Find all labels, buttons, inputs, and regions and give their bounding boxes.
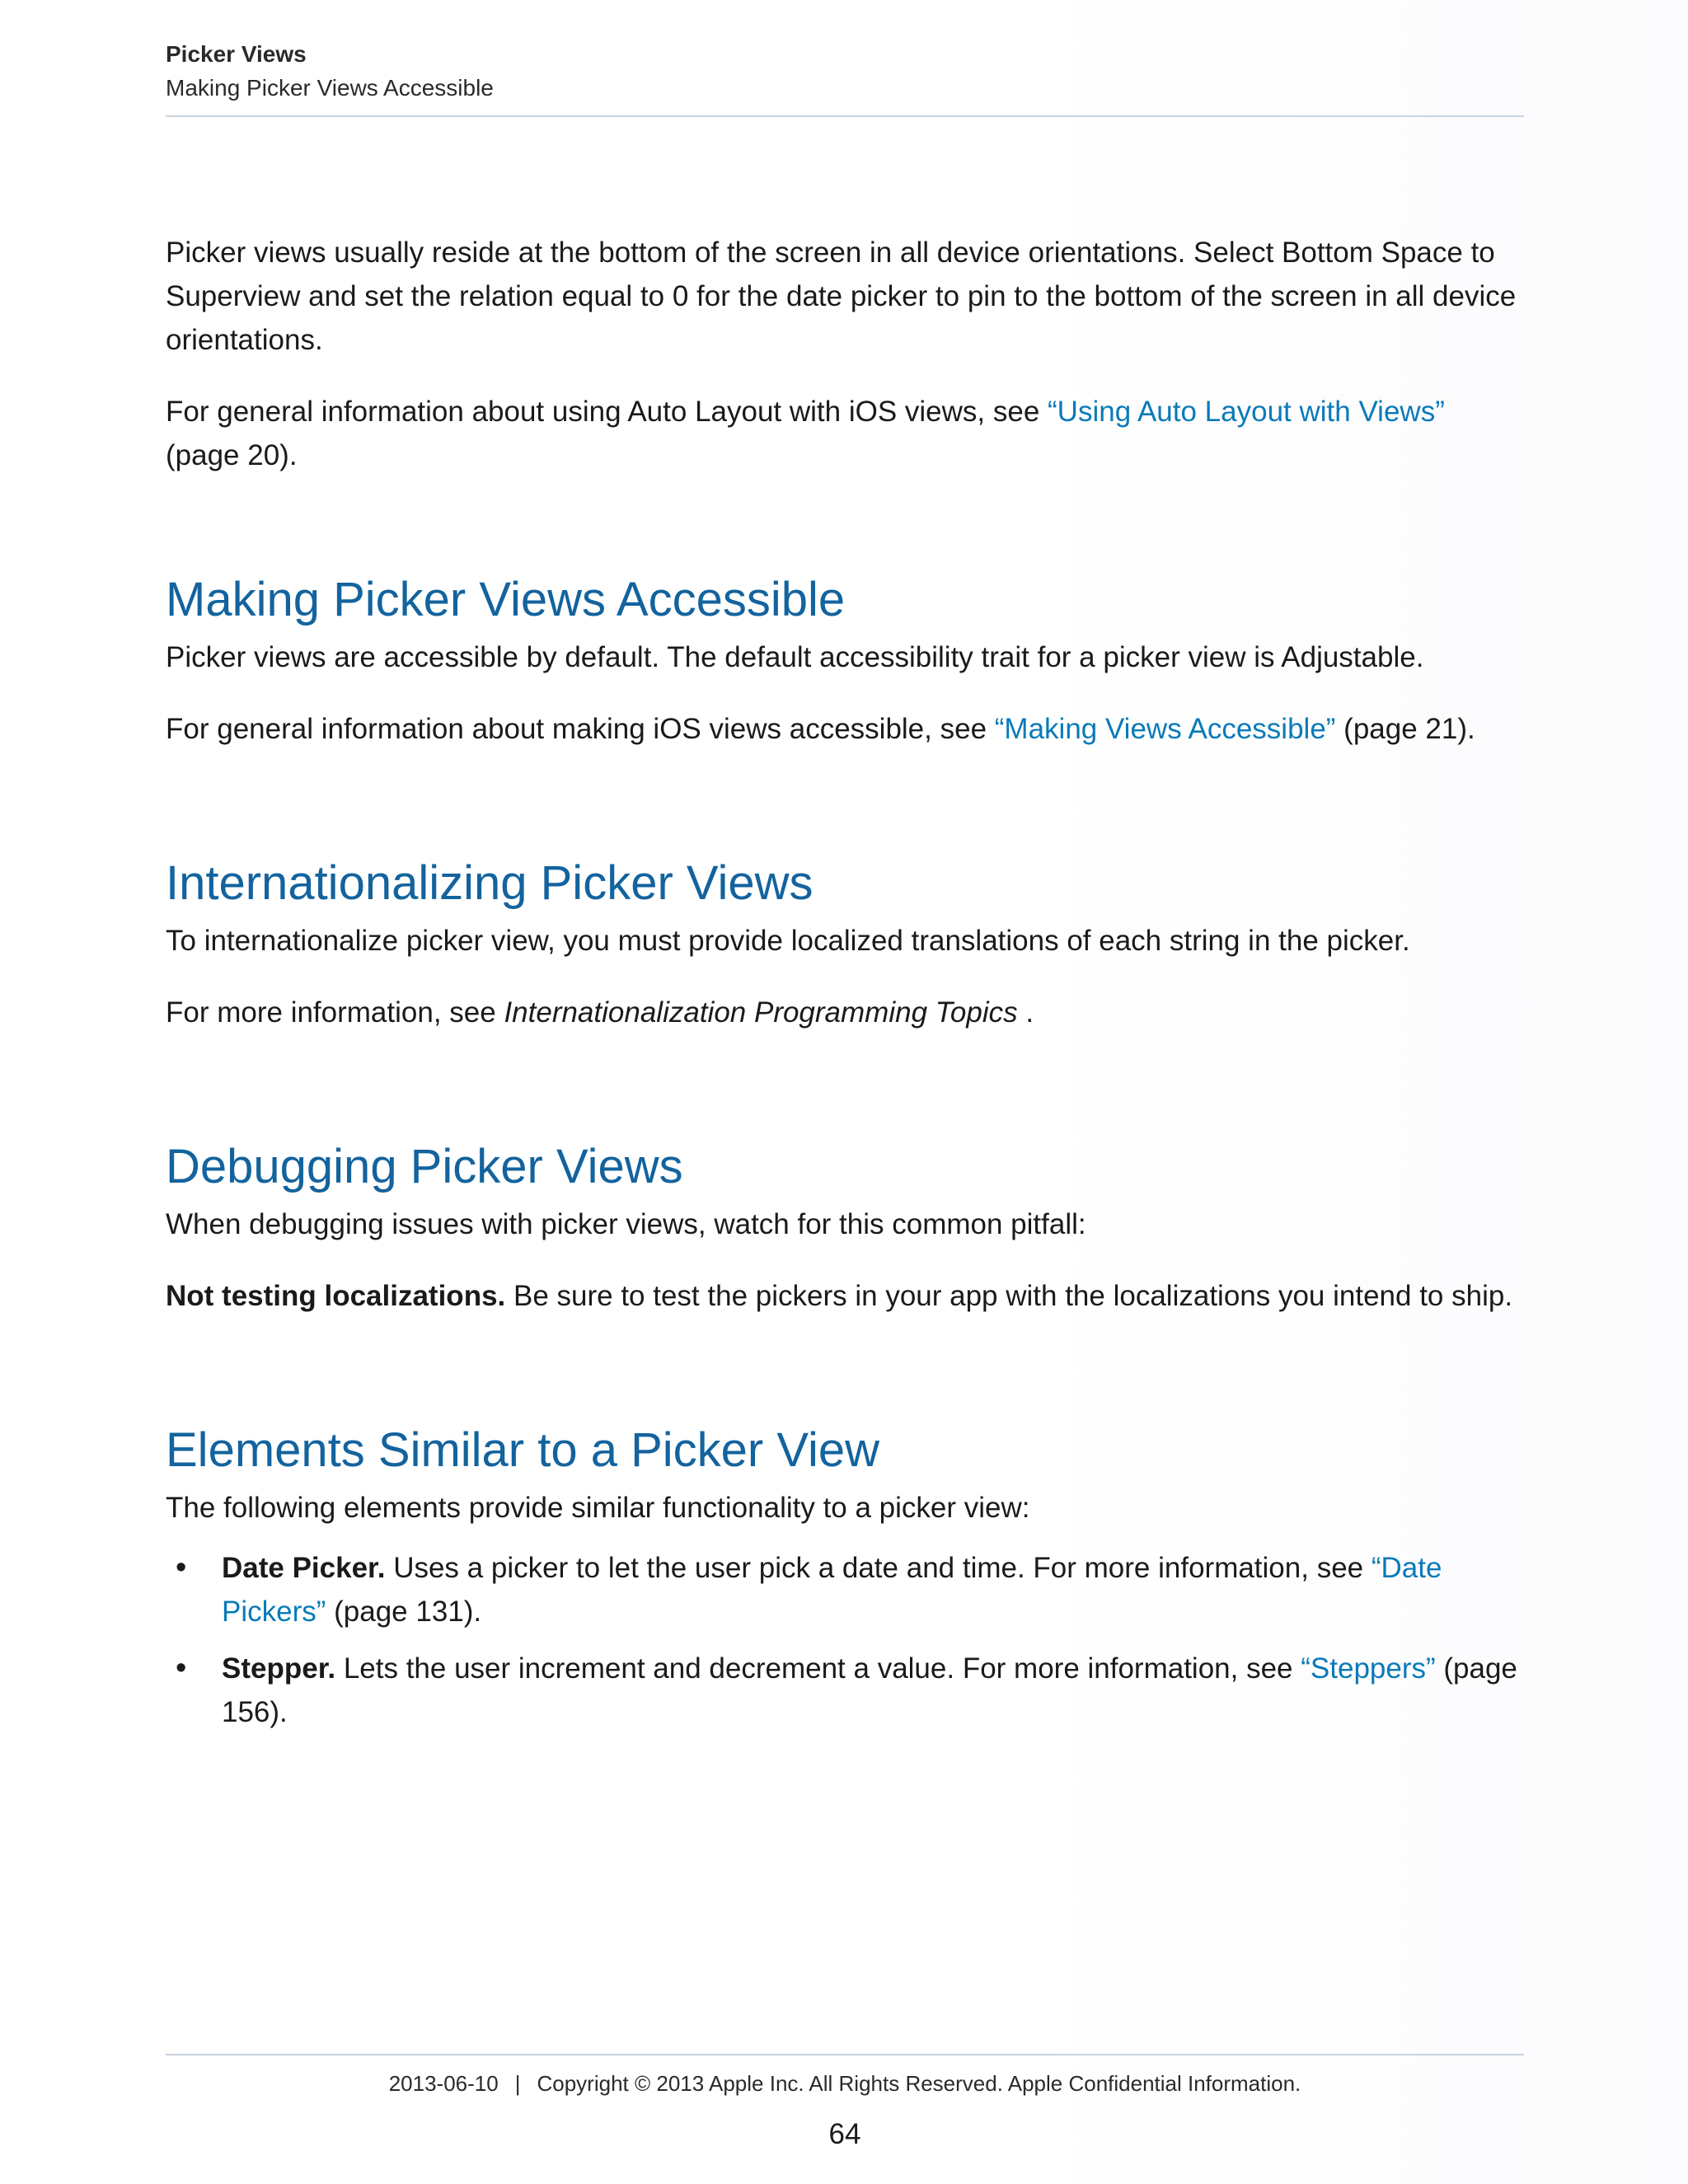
stepper-page-ref: (page 156). [222,1652,1517,1728]
chapter-title: Picker Views [166,41,307,67]
running-footer [166,2054,1524,2151]
list-item-date-picker [166,1546,1524,1633]
steppers-link[interactable]: “Steppers” [1301,1652,1436,1685]
internationalizing-heading: Internationalizing Picker Views [166,856,814,910]
using-auto-layout-link[interactable]: “Using Auto Layout with Views” [1048,396,1445,428]
auto-layout-page-ref: (page 20). [166,439,298,471]
footer-copyright: Copyright © 2013 Apple Inc. All Rights Reserved. Apple Confidential Information. [537,2071,1301,2096]
debugging-paragraph: When debugging issues with picker views, watch for this common pitfall: [166,1208,1086,1240]
bullet-icon: • [176,1550,187,1585]
list-item-stepper [166,1647,1524,1734]
pitfall-title: Not testing localizations. [166,1280,506,1312]
accessible-ref-paragraph [166,707,1524,751]
date-picker-page-ref: (page 131). [326,1596,482,1628]
footer-date: 2013-06-10 [388,2071,499,2096]
internationalizing-paragraph: To internationalize picker view, you must provide localized translations of each string in the picker. [166,925,1410,957]
similar-elements-list [166,1546,1524,1734]
accessible-page-ref: (page 21). [1335,713,1475,745]
accessible-paragraph: Picker views are accessible by default. The default accessibility trait for a picker view is Adjustable. [166,641,1424,673]
footer-line [166,2069,1524,2098]
main-content [166,231,1524,1747]
section-title: Making Picker Views Accessible [166,75,494,101]
running-header [166,38,1524,117]
pitfall-text: Be sure to test the pickers in your app with the localizations you intend to ship. [505,1280,1513,1312]
auto-layout-text: For general information about using Auto Layout with iOS views, see [166,396,1048,428]
footer-separator: | [514,2071,521,2096]
similar-elements-intro: The following elements provide similar functionality to a picker view: [166,1492,1030,1524]
accessible-ref-text: For general information about making iOS views accessible, see [166,713,995,745]
internationalizing-ref-paragraph [166,991,1524,1034]
stepper-text: Lets the user increment and decrement a value. For more information, see [335,1652,1301,1685]
bullet-icon: • [176,1651,187,1685]
date-pickers-link[interactable]: “Date Pickers” [222,1552,1442,1628]
date-picker-text: Uses a picker to let the user pick a date and time. For more information, see [385,1552,1372,1584]
similar-elements-heading: Elements Similar to a Picker View [166,1423,880,1477]
pitfall-paragraph [166,1274,1524,1318]
stepper-label: Stepper. [222,1652,336,1685]
making-views-accessible-link[interactable]: “Making Views Accessible” [994,713,1336,745]
accessible-heading: Making Picker Views Accessible [166,573,846,626]
internationalizing-ref-text: For more information, see [166,996,504,1029]
date-picker-label: Date Picker. [222,1552,386,1584]
auto-layout-paragraph [166,390,1524,477]
page-number: 64 [828,2118,861,2150]
internationalization-topics-title: Internationalization Programming Topics [504,996,1018,1029]
internationalizing-ref-end: . [1017,996,1034,1029]
intro-paragraph: Picker views usually reside at the bottom of the screen in all device orientations. Select Bottom Space to Superview and set the relation equal to 0 for the date picker to pin to the bottom of the screen in all device orientations. [166,237,1517,356]
debugging-heading: Debugging Picker Views [166,1140,683,1193]
